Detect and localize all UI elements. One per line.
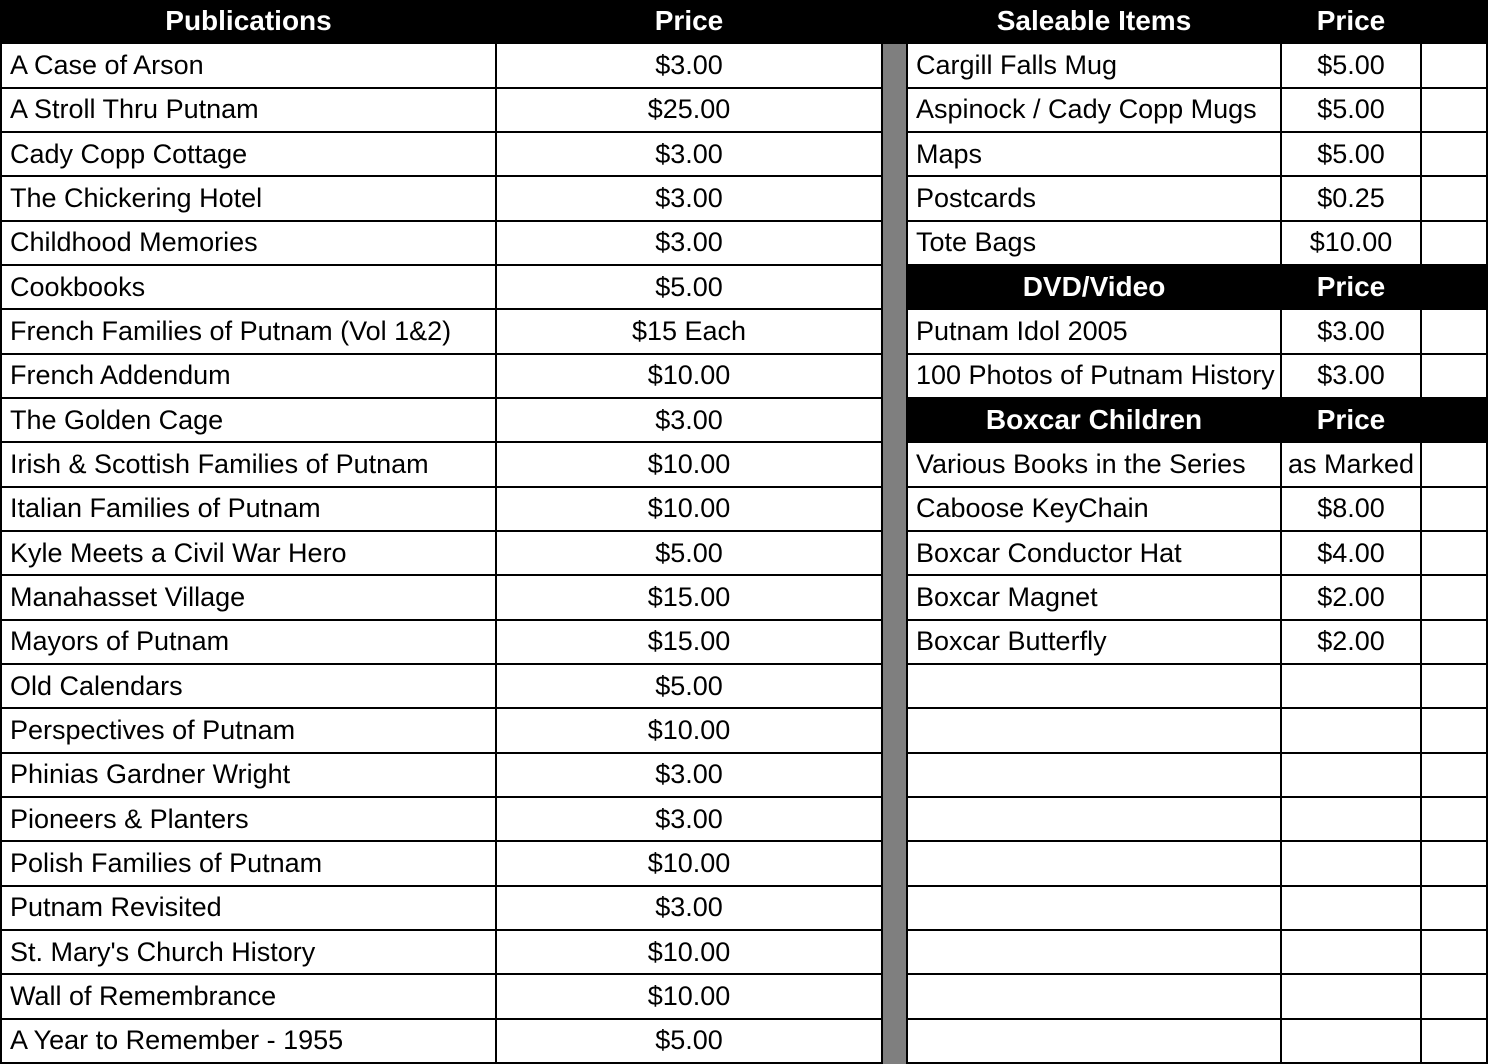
empty-cell[interactable]	[1422, 532, 1488, 576]
empty-cell[interactable]	[908, 975, 1282, 1019]
item-name-cell[interactable]: Caboose KeyChain	[908, 488, 1282, 532]
item-price-cell[interactable]: $5.00	[497, 532, 883, 576]
item-name-cell[interactable]: Boxcar Conductor Hat	[908, 532, 1282, 576]
item-name-cell[interactable]: Putnam Idol 2005	[908, 310, 1282, 354]
empty-cell[interactable]	[1422, 798, 1488, 842]
item-price-cell[interactable]: $8.00	[1282, 488, 1422, 532]
item-price-cell[interactable]: $3.00	[497, 177, 883, 221]
section-header-cell[interactable]: DVD/Video	[908, 266, 1282, 310]
item-name-cell[interactable]: Tote Bags	[908, 222, 1282, 266]
item-name-cell[interactable]: Boxcar Magnet	[908, 576, 1282, 620]
item-price-cell[interactable]: $10.00	[497, 355, 883, 399]
empty-cell[interactable]	[1422, 621, 1488, 665]
item-price-cell[interactable]: $10.00	[497, 709, 883, 753]
empty-cell[interactable]	[908, 665, 1282, 709]
item-price-cell[interactable]: $10.00	[497, 842, 883, 886]
item-name-cell[interactable]: Phinias Gardner Wright	[2, 754, 497, 798]
item-name-cell[interactable]: Old Calendars	[2, 665, 497, 709]
item-name-cell[interactable]: The Chickering Hotel	[2, 177, 497, 221]
item-price-cell[interactable]: $10.00	[497, 975, 883, 1019]
empty-cell[interactable]	[1422, 222, 1488, 266]
item-price-cell[interactable]: $2.00	[1282, 576, 1422, 620]
section-header-extra-cell[interactable]	[1422, 399, 1488, 443]
item-price-cell[interactable]: $3.00	[497, 399, 883, 443]
item-price-cell[interactable]: $5.00	[497, 665, 883, 709]
item-name-cell[interactable]: Perspectives of Putnam	[2, 709, 497, 753]
item-name-cell[interactable]: St. Mary's Church History	[2, 931, 497, 975]
item-price-cell[interactable]: $15.00	[497, 576, 883, 620]
item-name-cell[interactable]: Pioneers & Planters	[2, 798, 497, 842]
item-price-cell[interactable]: $3.00	[1282, 310, 1422, 354]
merchandise-table	[906, 0, 1488, 1064]
item-name-cell[interactable]: Cady Copp Cottage	[2, 133, 497, 177]
item-name-cell[interactable]: Cookbooks	[2, 266, 497, 310]
item-price-cell[interactable]: $3.00	[497, 222, 883, 266]
empty-cell[interactable]	[1422, 1020, 1488, 1064]
section-header-extra-cell[interactable]	[1422, 266, 1488, 310]
empty-cell[interactable]	[1422, 44, 1488, 88]
item-name-cell[interactable]: Boxcar Butterfly	[908, 621, 1282, 665]
empty-cell[interactable]	[1422, 488, 1488, 532]
empty-cell[interactable]	[1422, 443, 1488, 487]
item-name-cell[interactable]: Manahasset Village	[2, 576, 497, 620]
item-name-cell[interactable]: Mayors of Putnam	[2, 621, 497, 665]
section-price-header-cell[interactable]: Price	[1282, 266, 1422, 310]
item-price-cell[interactable]: as Marked	[1282, 443, 1422, 487]
item-price-cell[interactable]: $3.00	[497, 754, 883, 798]
item-name-cell[interactable]: Aspinock / Cady Copp Mugs	[908, 89, 1282, 133]
section-header-cell[interactable]: Saleable Items	[908, 0, 1282, 44]
item-name-cell[interactable]: A Case of Arson	[2, 44, 497, 88]
empty-cell[interactable]	[1282, 931, 1422, 975]
empty-cell[interactable]	[908, 1020, 1282, 1064]
item-price-cell[interactable]: $5.00	[1282, 44, 1422, 88]
section-header-extra-cell[interactable]	[1422, 0, 1488, 44]
empty-cell[interactable]	[908, 798, 1282, 842]
empty-cell[interactable]	[1422, 89, 1488, 133]
empty-cell[interactable]	[1282, 665, 1422, 709]
item-name-cell[interactable]: Wall of Remembrance	[2, 975, 497, 1019]
item-name-cell[interactable]: Putnam Revisited	[2, 887, 497, 931]
publications-header-cell[interactable]: Publications	[2, 0, 497, 44]
item-price-cell[interactable]: $5.00	[497, 266, 883, 310]
item-name-cell[interactable]: French Addendum	[2, 355, 497, 399]
item-price-cell[interactable]: $2.00	[1282, 621, 1422, 665]
empty-cell[interactable]	[1422, 355, 1488, 399]
empty-cell[interactable]	[1422, 931, 1488, 975]
empty-cell[interactable]	[1422, 310, 1488, 354]
item-name-cell[interactable]: A Stroll Thru Putnam	[2, 89, 497, 133]
item-price-cell[interactable]: $25.00	[497, 89, 883, 133]
item-price-cell[interactable]: $5.00	[1282, 89, 1422, 133]
item-price-cell[interactable]: $3.00	[1282, 355, 1422, 399]
empty-cell[interactable]	[1422, 133, 1488, 177]
empty-cell[interactable]	[1282, 842, 1422, 886]
item-price-cell[interactable]: $5.00	[1282, 133, 1422, 177]
item-price-cell[interactable]: $3.00	[497, 44, 883, 88]
empty-cell[interactable]	[1422, 754, 1488, 798]
item-price-cell[interactable]: $10.00	[497, 443, 883, 487]
empty-cell[interactable]	[908, 754, 1282, 798]
item-name-cell[interactable]: Polish Families of Putnam	[2, 842, 497, 886]
empty-cell[interactable]	[1282, 709, 1422, 753]
item-name-cell[interactable]: Maps	[908, 133, 1282, 177]
item-name-cell[interactable]: A Year to Remember - 1955	[2, 1020, 497, 1064]
item-name-cell[interactable]: Irish & Scottish Families of Putnam	[2, 443, 497, 487]
empty-cell[interactable]	[1282, 1020, 1422, 1064]
item-price-cell[interactable]: $0.25	[1282, 177, 1422, 221]
empty-cell[interactable]	[1422, 576, 1488, 620]
item-name-cell[interactable]: French Families of Putnam (Vol 1&2)	[2, 310, 497, 354]
item-name-cell[interactable]: Childhood Memories	[2, 222, 497, 266]
empty-cell[interactable]	[908, 887, 1282, 931]
empty-cell[interactable]	[1422, 177, 1488, 221]
column-divider-header-segment	[883, 0, 906, 44]
item-price-cell[interactable]: $10.00	[497, 488, 883, 532]
column-divider	[883, 0, 906, 1064]
item-name-cell[interactable]: Various Books in the Series	[908, 443, 1282, 487]
item-name-cell[interactable]: Italian Families of Putnam	[2, 488, 497, 532]
empty-cell[interactable]	[908, 709, 1282, 753]
item-name-cell[interactable]: 100 Photos of Putnam History	[908, 355, 1282, 399]
item-price-cell[interactable]: $15 Each	[497, 310, 883, 354]
empty-cell[interactable]	[1422, 887, 1488, 931]
empty-cell[interactable]	[1422, 842, 1488, 886]
empty-cell[interactable]	[1282, 798, 1422, 842]
section-price-header-cell[interactable]: Price	[1282, 399, 1422, 443]
item-name-cell[interactable]: The Golden Cage	[2, 399, 497, 443]
item-price-cell[interactable]: $5.00	[497, 1020, 883, 1064]
item-price-cell[interactable]: $3.00	[497, 133, 883, 177]
empty-cell[interactable]	[1422, 709, 1488, 753]
empty-cell[interactable]	[1422, 975, 1488, 1019]
item-price-cell[interactable]: $10.00	[497, 931, 883, 975]
section-price-header-cell[interactable]: Price	[1282, 0, 1422, 44]
item-price-cell[interactable]: $10.00	[1282, 222, 1422, 266]
publications-price-header-cell[interactable]: Price	[497, 0, 883, 44]
item-price-cell[interactable]: $3.00	[497, 798, 883, 842]
item-name-cell[interactable]: Kyle Meets a Civil War Hero	[2, 532, 497, 576]
item-name-cell[interactable]: Cargill Falls Mug	[908, 44, 1282, 88]
empty-cell[interactable]	[908, 842, 1282, 886]
empty-cell[interactable]	[1282, 754, 1422, 798]
item-price-cell[interactable]: $3.00	[497, 887, 883, 931]
item-name-cell[interactable]: Postcards	[908, 177, 1282, 221]
empty-cell[interactable]	[1422, 665, 1488, 709]
item-price-cell[interactable]: $15.00	[497, 621, 883, 665]
section-header-cell[interactable]: Boxcar Children	[908, 399, 1282, 443]
empty-cell[interactable]	[908, 931, 1282, 975]
empty-cell[interactable]	[1282, 975, 1422, 1019]
empty-cell[interactable]	[1282, 887, 1422, 931]
item-price-cell[interactable]: $4.00	[1282, 532, 1422, 576]
